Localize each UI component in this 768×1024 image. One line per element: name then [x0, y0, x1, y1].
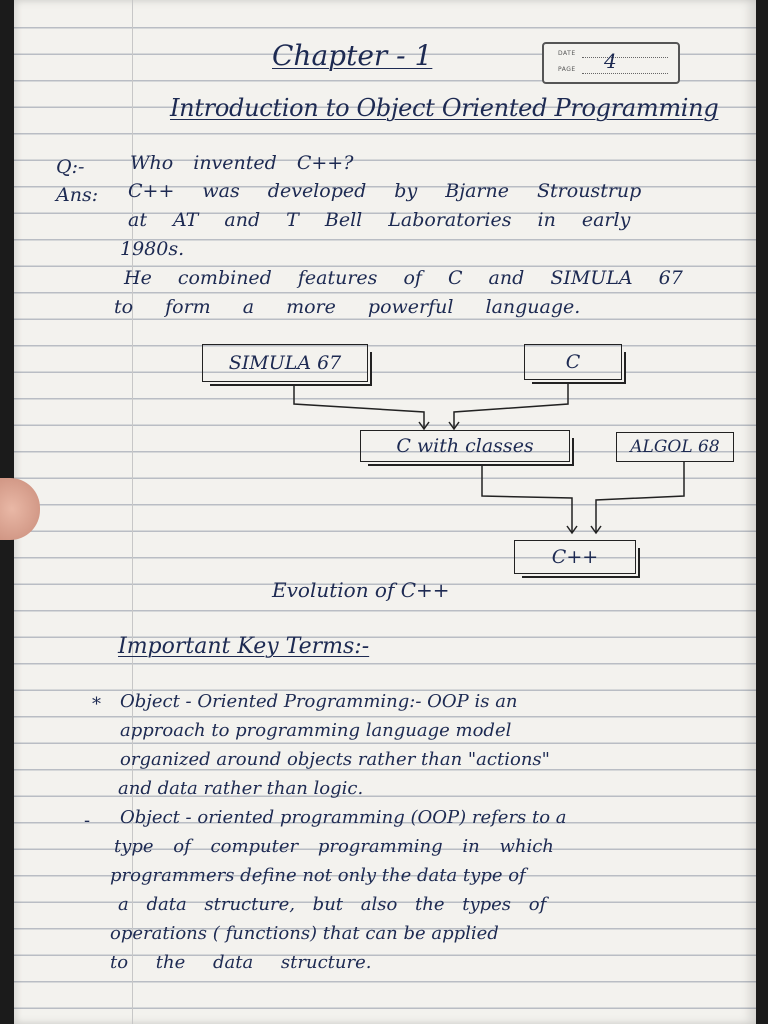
date-label: DATE: [558, 50, 576, 57]
answer-line: C++ was developed by Bjarne Stroustrup: [128, 180, 642, 202]
answer-line: 1980s.: [120, 238, 185, 260]
arrow-c-to-cwc: [454, 380, 568, 428]
box-c-with-classes-label: C with classes: [396, 435, 534, 457]
page-label: PAGE: [558, 66, 576, 73]
box-simula-67-label: SIMULA 67: [228, 352, 342, 374]
oop-reference-line: to the data structure.: [110, 952, 372, 973]
answer-label: Ans:: [56, 184, 99, 206]
bullet-dash: -: [84, 810, 91, 831]
answer-line: at AT and T Bell Laboratories in early: [128, 209, 631, 231]
question-text: Who invented C++?: [130, 152, 354, 174]
box-algol-68-label: ALGOL 68: [630, 437, 720, 457]
box-simula-67: [202, 344, 368, 382]
arrow-simula-to-cwc: [294, 382, 424, 428]
box-c-with-classes: [360, 430, 570, 462]
page-number: 4: [604, 49, 617, 73]
oop-definition-line: Object - Oriented Programming:- OOP is an: [120, 691, 518, 712]
question-label: Q:-: [56, 156, 85, 178]
oop-reference-line: type of computer programming in which: [114, 836, 554, 857]
arrow-cwc-to-cpp: [482, 462, 572, 532]
box-c-label: C: [565, 351, 581, 373]
answer-line: to form a more powerful language.: [114, 296, 581, 318]
page-title: Introduction to Object Oriented Programming: [170, 94, 719, 122]
arrow-algol-to-cpp: [596, 462, 684, 532]
oop-reference-line: operations ( functions) that can be applied: [110, 923, 499, 944]
diagram-caption: Evolution of C++: [272, 578, 450, 602]
bullet-star: *: [92, 694, 101, 715]
oop-definition-line: and data rather than logic.: [118, 778, 364, 799]
box-c: [524, 344, 622, 380]
oop-definition-line: approach to programming language model: [120, 720, 512, 741]
box-cpp: [514, 540, 636, 574]
oop-definition-line: organized around objects rather than "actions": [120, 749, 550, 770]
key-terms-heading: Important Key Terms:-: [118, 634, 370, 659]
answer-line: He combined features of C and SIMULA 67: [124, 267, 683, 289]
oop-reference-line: programmers define not only the data type of: [110, 865, 526, 886]
box-algol-68: [616, 432, 734, 462]
chapter-heading: Chapter - 1: [272, 39, 433, 72]
box-cpp-label: C++: [551, 546, 599, 568]
oop-reference-line: a data structure, but also the types of: [118, 894, 547, 915]
oop-reference-line: Object - oriented programming (OOP) refers to a: [120, 807, 567, 828]
